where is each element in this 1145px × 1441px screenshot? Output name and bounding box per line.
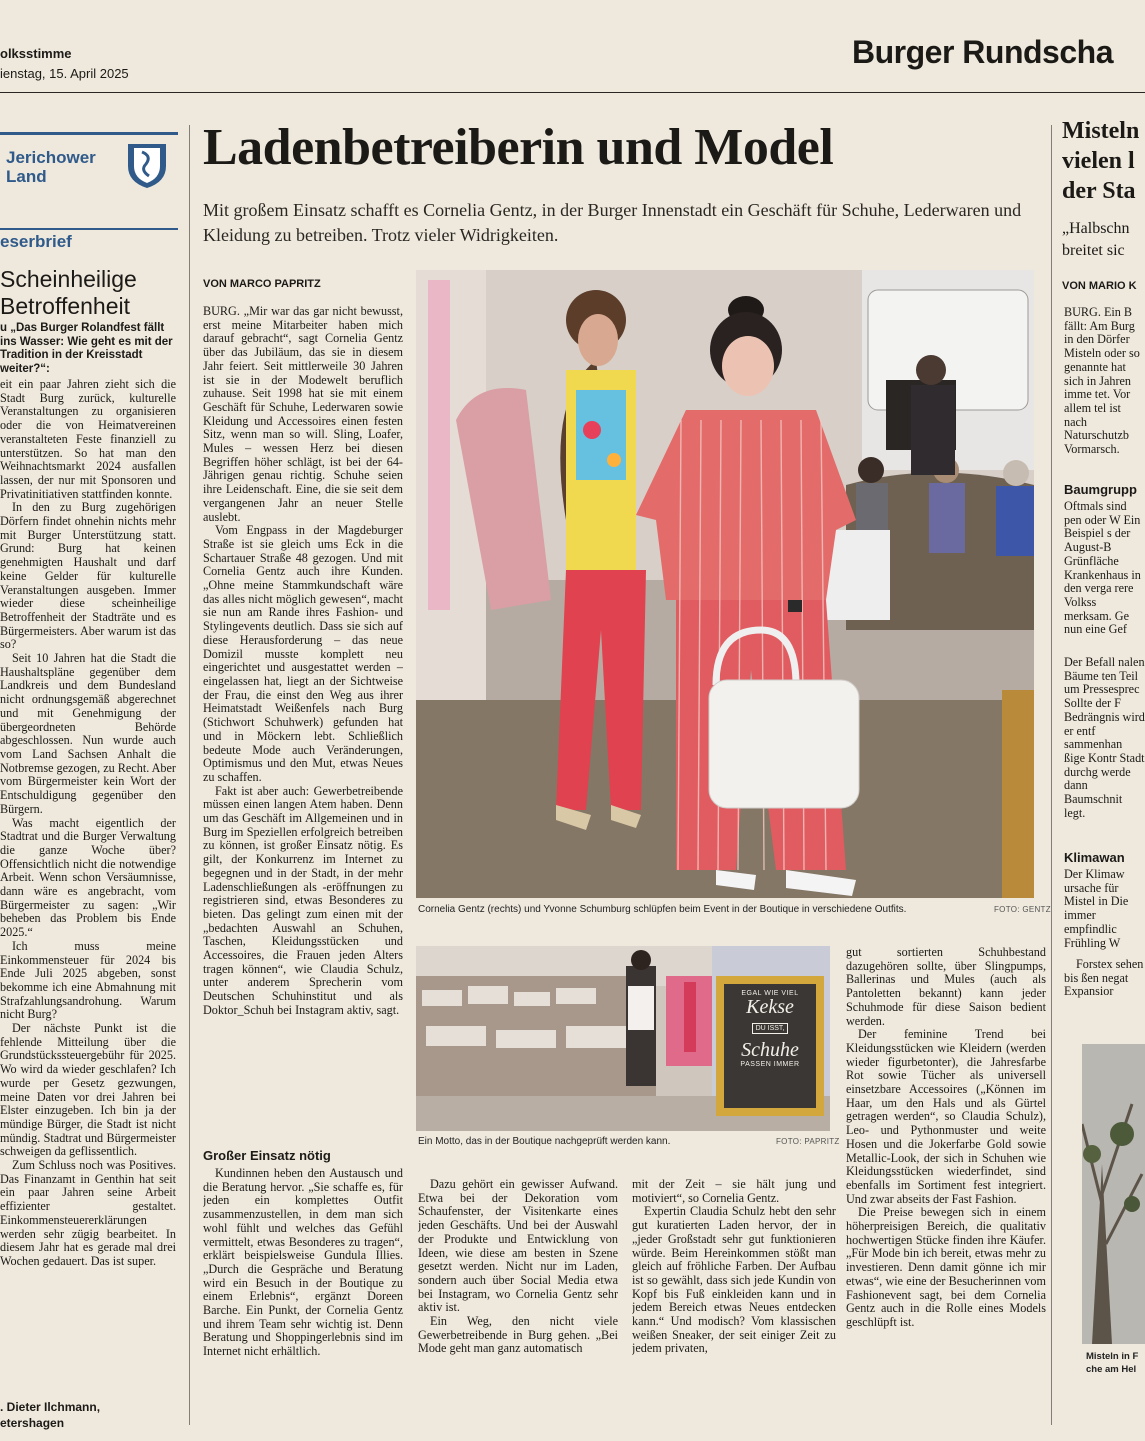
letter-body: [0, 378, 176, 1396]
right-subhead-2: Klimawan: [1064, 850, 1125, 865]
photo2-caption: Ein Motto, das in der Boutique nachgeprüft werden kann.: [418, 1136, 671, 1147]
right-photo-caption: Misteln in F che am Hel: [1086, 1351, 1139, 1375]
article-column-1: [203, 305, 403, 1143]
article-paragraph: Kundinnen heben den Austausch und die Beratung hervor. „Sie schaffe es, für jeden ein komplettes Outfit zusammenzustellen, in dem man sich wohl fühlt und welches das Gefühl vermittelt, etwas Besonderes zu tragen“, erklärt beispielsweise Gundula Illies. „Durch die Gespräche und Beratung wird ein Besuch in der Boutique zu einem Erlebnis“, ergänzt Doreen Barche. Ein Punkt, der Cornelia Gentz und ihrem Team sehr wichtig ist. Denn Beratung und Shoppingerlebnis sind im Internet nicht erhältlich.: [203, 1167, 403, 1359]
letter-paragraph: eit ein paar Jahren zieht sich die Stadt Burg zurück, kulturelle Veranstaltungen zu organisieren oder die von Heimatvereinen veranstalteten Feste finanziell zu unterstützen. So hat man den Weihnachtsmarkt 2024 ausfallen lassen, der nur mit Sponsoren und Privatinitiativen stattfinden konnte.: [0, 378, 176, 501]
letter-signature: . Dieter Ilchmann,: [0, 1400, 101, 1414]
mistletoe-photo-illustration: [1082, 1044, 1145, 1344]
letter-paragraph: In den zu Burg zugehörigen Dörfern findet ohnehin nichts mehr mit Burger Unterstützung statt. Grund: Burg hat keinen genehmigten Haushalt und darf keine Gelder für kulturelle Veranstaltungen ausgeben. Immer wieder diese scheinheilige Betroffenheit der Stadträte und es Bürgermeisters. Aber warum ist das so?: [0, 500, 176, 652]
article-deck: Mit großem Einsatz schafft es Cornelia Gentz, in der Burger Innenstadt ein Geschäft für Schuhe, Lederwaren und Kleidung zu betreiben. Trotz vieler Widrigkeiten.: [203, 200, 1022, 245]
region-box: [0, 132, 178, 192]
article-paragraph: Vom Engpass in der Magdeburger Straße ist sie gleich ums Eck in die Schartauer Straße 48 gezogen. Und mit Cornelia Gentz auch ihre Kunden. „Ohne meine Stammkundschaft wäre das alles nicht möglich gewesen“, macht sie nun am Rande ihres Fashion- und Stylingevents deutlich. Dass sie sich auf diese Herausforderung – das neue Domizil musste komplett neu eingerichtet und ausgestattet werden – eingelassen hat, liegt an der Sichtweise der Frau, die einst den Weg aus ihrer Heimatstadt Weißenfels nach Burg (Stichwort Schuhwerk) gefunden hat und in Möckern lebt. Schließlich bedeute Mode auch Veränderungen, Optimismus und den Mut, etwas Neues zu schaffen.: [203, 523, 403, 784]
right-paragraph: Der Befall nalen Bäume ten Teil um Pressesprec Sollte der F Bedrängnis wird er entf sammenhan ßige Kontr Stadt durchg werde dann Baumschnit legt.: [1064, 656, 1145, 820]
region-line-2: Land: [6, 167, 47, 186]
right-paragraph-1: [1064, 306, 1145, 476]
article-column-4: [846, 946, 1046, 1398]
article-paragraph: Expertin Claudia Schulz hebt den sehr gut kuratierten Laden hervor, der in „jeder Großstadt sehr gut funktionieren würde. Beim Hereinkommen stößt man gleich auf fröhliche Farben. Der Aufbau ist so gewählt, dass sich jede Kundin von Kopf bis Fuß einkleiden kann und in jedem Bereich etwas Neues entdecken kann.“ Und modisch? Vom klassischen weißen Sneaker, der seit einiger Zeit zu jedem privaten,: [632, 1204, 836, 1356]
region-label: [6, 148, 96, 186]
letter-paragraph: Was macht eigentlich der Stadtrat und die Burger Verwaltung die ganze Woche über? Offensichtlich nicht die notwendige Arbeit. Wenn schon Versäumnisse, dann wäre es angebracht, vom Bürgermeister zu sagen: „Wir beheben das Problem bis Ende 2025.“: [0, 815, 176, 940]
article-paragraph: Ein Weg, den nicht viele Gewerbetreibende in Burg gehen. „Bei Mode geht man ganz automatisch: [418, 1314, 618, 1356]
mistletoe-photo: [1082, 1044, 1145, 1344]
letter-paragraph: Der nächste Punkt ist die fehlende Mitteilung über die Grundstückssteuergebühr für 2025. Wo wird da wieder geschlafen? Ich wurde per Gesetz gezwungen, meine Daten vor drei Jahren bei Elster einzugeben. Ich bin ja der mündige Bürger, die Stadt ist nicht mündig. Stadtrat und Bürgermeister schweigen da geflissentlich.: [0, 1021, 176, 1159]
right-headline-line: Misteln: [1062, 118, 1140, 144]
right-paragraph-5: [1064, 958, 1145, 1014]
issue-date: ienstag, 15. April 2025: [0, 66, 129, 81]
region-rule: [0, 132, 178, 135]
sign-line-5: PASSEN IMMER: [740, 1061, 800, 1068]
right-deck-line-1: „Halbschn: [1062, 220, 1130, 237]
sign-line-3: DU ISST,: [752, 1023, 789, 1034]
photo1-caption: Cornelia Gentz (rechts) und Yvonne Schumburg schlüpfen beim Event in der Boutique in verschiedene Outfits.: [418, 904, 907, 915]
right-paragraph-4: [1064, 868, 1145, 958]
sign-line-4: Schuhe: [741, 1039, 799, 1061]
event-photo: [416, 270, 1034, 898]
article-paragraph: mit der Zeit – sie hält jung und motiviert“, so Cornelia Gentz.: [632, 1178, 836, 1205]
article-subhead: Großer Einsatz nötig: [203, 1148, 331, 1163]
article-paragraph: gut sortierten Schuhbestand dazugehören sollte, über Slingpumps, Ballerinas und Mules (auch als Pantoletten bekannt) kann jeder Schuhmode für diese Saison bedient werden.: [846, 946, 1046, 1028]
photo1-credit: FOTO: GENTZ: [994, 905, 1051, 914]
letter-title: [0, 266, 182, 320]
header-rule: [0, 92, 1145, 93]
right-paragraph: Forstex sehen bis ßen negat Expansior: [1064, 958, 1144, 999]
article-column-2: [418, 1178, 618, 1398]
letter-paragraph: Ich muss meine Einkommensteuer für 2024 bis Ende Juli 2025 abgeben, sonst bekomme ich eine Abmahnung mit Strafzahlungsandrohung. Warum nicht Burg?: [0, 938, 176, 1022]
paper-name: olksstimme: [0, 46, 72, 61]
article-byline: VON MARCO PAPRITZ: [203, 278, 321, 290]
letter-intro: u „Das Burger Rolandfest fällt ins Wasser: Wie geht es mit der Tradition in der Kreisstadt weiter?“:: [0, 322, 173, 375]
photo2-credit: FOTO: PAPRITZ: [776, 1137, 840, 1146]
sign-line-2: Kekse: [746, 996, 794, 1018]
kicker: eserbrief: [0, 232, 72, 251]
right-deck-line-2: breitet sic: [1062, 242, 1125, 259]
column-rule-right: [1051, 125, 1052, 1425]
event-photo-illustration: [416, 270, 1034, 898]
sign-line-1: EGAL WIE VIEL: [741, 990, 799, 997]
right-headline: [1062, 116, 1145, 206]
boutique-photo: [416, 946, 830, 1131]
article-paragraph: Fakt ist aber auch: Gewerbetreibende müssen einen langen Atem haben. Denn um das Geschäft im Allgemeinen und in Burg im Speziellen erfolgreich betreiben zu können, ist großer Einsatz nötig. Es gilt, der Konkurrenz im Internet zu begegnen und in der Stadt, in der mehr Ladenschließungen als -eröffnungen zu registrieren sind, etwas Besonderes zu bieten. Das gelingt zum einen mit der „bedachten Auswahl an Schuhen, Taschen, Kleidungsstücken und Accessoires, die Frauen jeden Alters tragen können“, wie Claudia Schulz, unter anderem Sprecherin vom Deutschen Schuhinstitut und als Doktor_Schuh bei Instagram aktiv, sagt.: [203, 783, 403, 1017]
right-subhead-1: Baumgrupp: [1064, 482, 1137, 497]
section-title: Burger Rundscha: [852, 34, 1113, 70]
right-paragraph-2: [1064, 500, 1145, 650]
letter-paragraph: Zum Schluss noch was Positives. Das Finanzamt in Genthin hat seit ein paar Jahren seine Arbeit effizienter gestaltet. Einkommensteuererklärungen werden sehr zügig bearbeitet. In diesem Jahr hat es gerade mal drei Wochen gedauert. Das ist super.: [0, 1158, 176, 1268]
kicker-rule: [0, 228, 178, 230]
right-headline-line: vielen l: [1062, 148, 1135, 174]
right-paragraph: Der Klimaw ursache für Mistel in Die immer empfindlic Frühling W: [1064, 868, 1129, 950]
article-column-3: [632, 1178, 836, 1398]
right-deck: [1062, 218, 1145, 262]
right-paragraph: BURG. Ein B fällt: Am Burg in den Dörfer Misteln oder so genannte hat sich in Jahren imme tet. Vor allem tel ist nach Naturschutzb Vormarsch.: [1064, 306, 1140, 457]
motto-sign: [724, 984, 816, 1108]
right-headline-line: der Sta: [1062, 178, 1136, 204]
article-headline: Ladenbetreiberin und Model: [203, 119, 834, 176]
article-paragraph: Der feminine Trend bei Kleidungsstücken wie Kleidern (werden wieder figurbetonter), die Jahresfarbe Rot sowie Tücher als universell einsetzbare Accessoires („Können im Haar, um den Hals und als Gürtel getragen werden“, so Claudia Schulz), Leo- und Pythonmuster und weite Hosen und die Jokerfarbe Gold sowie Metallic-Look, der sich in Schuhen wie Kleidungsstücken wiederfindet, sind ebenfalls im Sortiment fest integriert. Und zwar abseits der Fast Fashion.: [846, 1027, 1046, 1206]
right-paragraph-3: [1064, 656, 1145, 846]
article-paragraph: BURG. „Mir war das gar nicht bewusst, erst meine Mitarbeiter haben mich darauf gebracht“, sagt Cornelia Gentz über das Jubiläum, das sie in diesem Jahr feiert. Seit mittlerweile 30 Jahren ist sie in der Modewelt beruflich zuhause. Seit 1998 hat sie mit einem Geschäft für Schuhe, Lederwaren sowie Kleidung und Accessoires einen festen Sitz, wenn man so will. Sling, Loafer, Mules – wessen Herz bei diesen Begriffen höher schlägt, ist bei der 64-Jährigen genau richtig. Schuhe seien ihre Leidenschaft. Eine, die sie seit dem vergangenen Jahr an neuer Stelle auslebt.: [203, 305, 403, 524]
letter-title-line-1: Scheinheilige: [0, 266, 137, 292]
letter-signature-place: etershagen: [0, 1416, 65, 1430]
right-byline: VON MARIO K: [1062, 280, 1137, 292]
column-rule-left: [189, 125, 190, 1425]
article-column-1b: [203, 1167, 403, 1395]
article-paragraph: Die Preise bewegen sich in einem höherpreisigen Bereich, die qualitativ hochwertigen Stücke finden ihre Käufer. „Für Mode bin ich bereit, etwas mehr zu investieren. Denn damit gönne ich mir etwas“, wie eine der Besucherinnen vom Fashionevent sagt, bei dem Cornelia Gentz auch in die Rolle eines Models geschlüpft ist.: [846, 1205, 1046, 1329]
letter-paragraph: Seit 10 Jahren hat die Stadt die Haushaltspläne gegenüber dem Landkreis und dem Bundesland nicht ordnungsgemäß abgerechnet und mit Genehmigung der übergeordneten Behörde abgeschlossen. Nun wurde auch vom Land Sachsen Anhalt die Notbremse gezogen, zu Recht. Aber vom Bürgermeister kein Wort der Entschuldigung gegenüber den Bürgern.: [0, 651, 176, 816]
region-line-1: Jerichower: [6, 148, 96, 167]
letter-title-line-2: Betroffenheit: [0, 293, 131, 319]
article-paragraph: Dazu gehört ein gewisser Aufwand. Etwa bei der Dekoration vom Schaufenster, der Visitenkarte eines jeden Geschäfts. Und bei der Auswahl der Produkte und Entwicklung von Ideen, wie diese am besten in Szene gesetzt werden. Nicht nur im Laden, sondern auch über Social Media etwa bei Instagram, wo Cornelia Gentz sehr aktiv ist.: [418, 1178, 618, 1315]
right-paragraph: Oftmals sind pen oder W Ein Beispiel s der August-B Grünfläche Krankenhaus in den verga rere Volkss merksam. Ge nun eine Gef: [1064, 500, 1141, 637]
coat-of-arms-icon: [122, 140, 172, 190]
